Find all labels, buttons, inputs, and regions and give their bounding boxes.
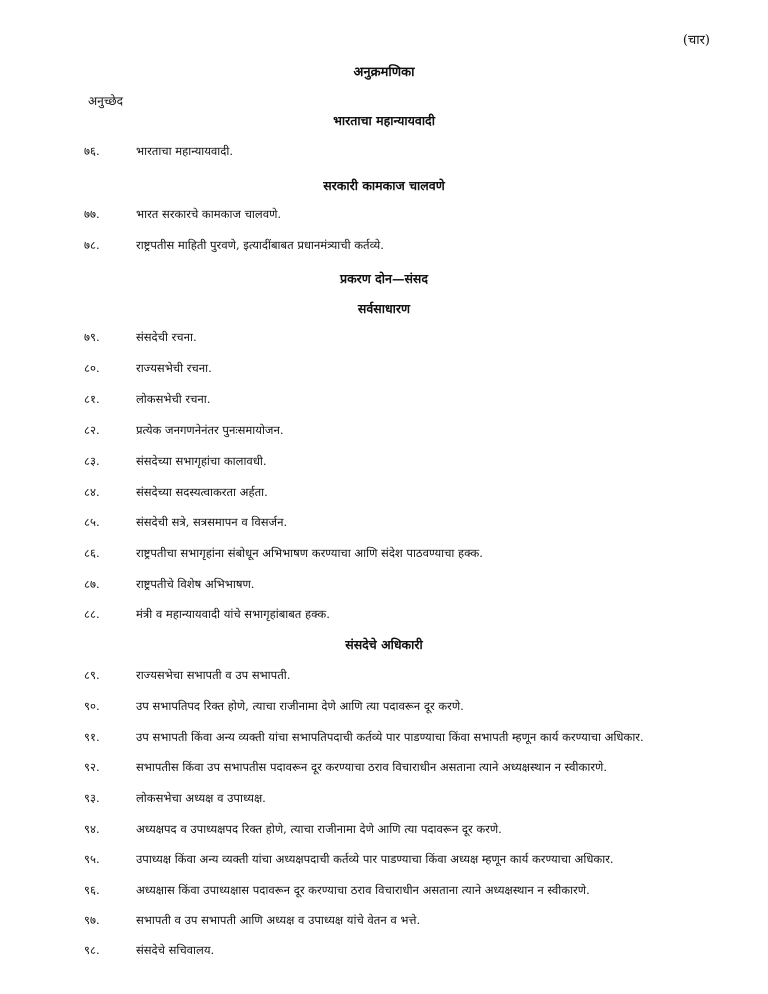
article-title: अध्यक्षास किंवा उपाध्यक्षास पदावरून दूर करण्याचा ठराव विचाराधीन असताना त्याने अध्यक्षस्थान न स्वीकारणे. (136, 883, 590, 897)
contents-title: अनुक्रमणिका (353, 65, 415, 80)
section-heading-general: सर्वसाधारण (357, 301, 411, 316)
article-title: राष्ट्रपतीचे विशेष अभिभाषण. (136, 577, 255, 591)
article-title: संसदेच्या सदस्यत्वाकरता अर्हता. (136, 485, 268, 499)
article-title: भारताचा महान्यायवादी. (136, 144, 234, 158)
article-number: ८८. (84, 607, 100, 621)
article-number: ९५. (84, 852, 100, 866)
article-title: राज्यसभेची रचना. (136, 361, 212, 375)
column-label-article: अनुच्छेद (88, 94, 124, 108)
article-title: संसदेची रचना. (136, 330, 197, 344)
chapter-heading-parliament: प्रकरण दोन—संसद (339, 271, 429, 286)
article-title: राज्यसभेचा सभापती व उप सभापती. (136, 668, 291, 682)
article-number: ७७. (84, 207, 100, 221)
article-number: ७८. (84, 238, 100, 252)
article-number: ८५. (84, 515, 100, 529)
article-number: ९८. (84, 943, 100, 957)
article-title: संसदेचे सचिवालय. (136, 943, 215, 957)
article-number: ८०. (84, 361, 100, 375)
article-number: ९७. (84, 913, 100, 927)
article-number: ९६. (84, 883, 100, 897)
article-title: उप सभापतिपद रिक्त होणे, त्याचा राजीनामा देणे आणि त्या पदावरून दूर करणे. (136, 699, 464, 713)
article-title: भारत सरकारचे कामकाज चालवणे. (136, 207, 282, 221)
article-number: ८२. (84, 423, 100, 437)
article-title: अध्यक्षपद व उपाध्यक्षपद रिक्त होणे, त्याचा राजीनामा देणे आणि त्या पदावरून दूर करणे. (136, 822, 502, 836)
article-number: ९१. (84, 730, 100, 744)
article-title: लोकसभेची रचना. (136, 392, 211, 406)
article-title: सभापती व उप सभापती आणि अध्यक्ष व उपाध्यक्ष यांचे वेतन व भत्ते. (136, 913, 421, 927)
article-number: ९३. (84, 791, 100, 805)
article-number: ८६. (84, 546, 100, 560)
article-number: ८३. (84, 454, 100, 468)
section-heading-officers-of-parliament: संसदेचे अधिकारी (345, 637, 423, 652)
page-number: (चार) (682, 33, 710, 48)
section-heading-attorney-general: भारताचा महान्यायवादी (333, 113, 435, 128)
article-number: ८४. (84, 485, 100, 499)
article-title: प्रत्येक जनगणनेनंतर पुनःसमायोजन. (136, 423, 284, 437)
article-number: ८९. (84, 668, 100, 682)
article-number: ७९. (84, 330, 100, 344)
article-title: राष्ट्रपतीचा सभागृहांना संबोधून अभिभाषण करण्याचा आणि संदेश पाठवण्याचा हक्क. (136, 546, 483, 560)
article-title: उपाध्यक्ष किंवा अन्य व्यक्ती यांचा अध्यक्षपदाची कर्तव्ये पार पाडण्याचा किंवा अध्यक्ष म्हणून कार्य करण्याचा अधिकार. (136, 852, 614, 866)
article-title: लोकसभेचा अध्यक्ष व उपाध्यक्ष. (136, 791, 266, 805)
article-number: ९४. (84, 822, 100, 836)
article-number: ९२. (84, 760, 100, 774)
article-title: राष्ट्रपतीस माहिती पुरवणे, इत्यादींबाबत प्रधानमंत्र्याची कर्तव्ये. (136, 238, 384, 252)
article-number: ८७. (84, 577, 100, 591)
article-title: मंत्री व महान्यायवादी यांचे सभागृहांबाबत हक्क. (136, 607, 330, 621)
article-number: ८१. (84, 392, 100, 406)
article-number: ९०. (84, 699, 100, 713)
article-title: संसदेची सत्रे, सत्रसमापन व विसर्जन. (136, 515, 288, 529)
article-title: सभापतीस किंवा उप सभापतीस पदावरून दूर करण्याचा ठराव विचाराधीन असताना त्याने अध्यक्षस्थान न स्वीकारणे. (136, 760, 607, 774)
article-title: उप सभापती किंवा अन्य व्यक्ती यांचा सभापतिपदाची कर्तव्ये पार पाडण्याचा किंवा सभापती म्हणून कार्य करण्याचा अधिकार. (136, 730, 644, 744)
article-number: ७६. (84, 144, 100, 158)
article-title: संसदेच्या सभागृहांचा कालावधी. (136, 454, 267, 468)
section-heading-government-business: सरकारी कामकाज चालवणे (323, 178, 445, 193)
